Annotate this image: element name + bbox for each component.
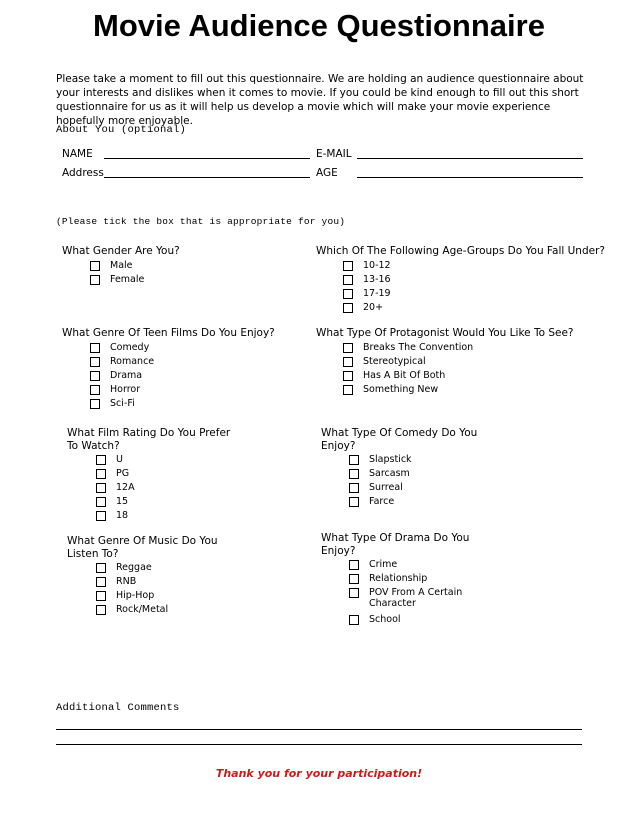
checkbox[interactable] — [349, 588, 359, 598]
option-crime[interactable]: Crime — [349, 559, 469, 573]
rating-options — [96, 454, 135, 524]
option-10-12[interactable]: 10-12 — [343, 260, 391, 274]
checkbox[interactable] — [96, 497, 106, 507]
checkbox[interactable] — [96, 591, 106, 601]
checkbox[interactable] — [349, 497, 359, 507]
question-comedy-line1: What Type Of Comedy Do You — [321, 427, 478, 439]
protagonist-options — [343, 342, 473, 398]
checkbox[interactable] — [343, 261, 353, 271]
option-male[interactable]: Male — [90, 260, 144, 274]
tick-instruction: (Please tick the box that is appropriate for you) — [56, 216, 346, 227]
option-12a[interactable]: 12A — [96, 482, 135, 496]
comments-heading: Additional Comments — [56, 702, 180, 714]
option-romance[interactable]: Romance — [90, 356, 154, 370]
name-field[interactable] — [104, 158, 310, 159]
comments-line-1[interactable] — [56, 729, 582, 730]
address-field[interactable] — [104, 177, 310, 178]
option-sarcasm[interactable]: Sarcasm — [349, 468, 412, 482]
question-drama — [321, 532, 469, 558]
option-15[interactable]: 15 — [96, 496, 135, 510]
question-music-line2: Listen To? — [67, 548, 119, 560]
checkbox[interactable] — [96, 563, 106, 573]
name-label: NAME — [62, 148, 93, 160]
checkbox[interactable] — [90, 371, 100, 381]
option-breaks-convention[interactable]: Breaks The Convention — [343, 342, 473, 356]
email-field[interactable] — [357, 158, 583, 159]
gender-options — [90, 260, 144, 288]
option-rnb[interactable]: RNB — [96, 576, 168, 590]
checkbox[interactable] — [90, 343, 100, 353]
option-stereotypical[interactable]: Stereotypical — [343, 356, 473, 370]
checkbox[interactable] — [349, 455, 359, 465]
about-heading: About You (optional) — [56, 124, 187, 136]
option-horror[interactable]: Horror — [90, 384, 154, 398]
option-farce[interactable]: Farce — [349, 496, 412, 510]
checkbox[interactable] — [343, 343, 353, 353]
checkbox[interactable] — [349, 615, 359, 625]
question-drama-line1: What Type Of Drama Do You — [321, 532, 470, 544]
comments-line-2[interactable] — [56, 744, 582, 745]
option-something-new[interactable]: Something New — [343, 384, 473, 398]
question-comedy-line2: Enjoy? — [321, 440, 356, 452]
checkbox[interactable] — [349, 469, 359, 479]
option-slapstick[interactable]: Slapstick — [349, 454, 412, 468]
checkbox[interactable] — [96, 455, 106, 465]
question-gender: What Gender Are You? — [62, 245, 180, 257]
question-age-group: Which Of The Following Age-Groups Do You Fall Under? — [316, 245, 605, 257]
option-drama[interactable]: Drama — [90, 370, 154, 384]
checkbox[interactable] — [96, 605, 106, 615]
checkbox[interactable] — [90, 357, 100, 367]
option-rock-metal[interactable]: Rock/Metal — [96, 604, 168, 618]
option-pov-character[interactable]: POV From A Certain Character — [349, 587, 469, 614]
question-protagonist: What Type Of Protagonist Would You Like To See? — [316, 327, 574, 339]
age-label: AGE — [316, 167, 338, 179]
option-school[interactable]: School — [349, 614, 469, 628]
checkbox[interactable] — [343, 385, 353, 395]
option-comedy[interactable]: Comedy — [90, 342, 154, 356]
question-drama-line2: Enjoy? — [321, 545, 356, 557]
option-female[interactable]: Female — [90, 274, 144, 288]
option-surreal[interactable]: Surreal — [349, 482, 412, 496]
intro-paragraph: Please take a moment to fill out this questionnaire. We are holding an audience questionnaire about your interests and dislikes when it comes to movie. If you could be kind enough to fill out this short questionnaire for us as it will help us develop a movie which will make your movie experience hopefully more enjoyable. — [56, 73, 584, 127]
question-music — [67, 535, 218, 561]
checkbox[interactable] — [96, 483, 106, 493]
question-music-line1: What Genre Of Music Do You — [67, 535, 218, 547]
question-rating — [67, 427, 230, 453]
option-hip-hop[interactable]: Hip-Hop — [96, 590, 168, 604]
checkbox[interactable] — [343, 275, 353, 285]
checkbox[interactable] — [343, 303, 353, 313]
option-sci-fi[interactable]: Sci-Fi — [90, 398, 154, 412]
question-rating-line2: To Watch? — [67, 440, 120, 452]
checkbox[interactable] — [343, 371, 353, 381]
checkbox[interactable] — [90, 275, 100, 285]
checkbox[interactable] — [90, 399, 100, 409]
question-genre: What Genre Of Teen Films Do You Enjoy? — [62, 327, 275, 339]
checkbox[interactable] — [343, 357, 353, 367]
option-relationship[interactable]: Relationship — [349, 573, 469, 587]
drama-options — [349, 559, 469, 628]
option-pg[interactable]: PG — [96, 468, 135, 482]
email-label: E-MAIL — [316, 148, 352, 160]
question-comedy — [321, 427, 477, 453]
option-20-plus[interactable]: 20+ — [343, 302, 391, 316]
checkbox[interactable] — [96, 511, 106, 521]
option-bit-of-both[interactable]: Has A Bit Of Both — [343, 370, 473, 384]
option-reggae[interactable]: Reggae — [96, 562, 168, 576]
question-rating-line1: What Film Rating Do You Prefer — [67, 427, 231, 439]
option-u[interactable]: U — [96, 454, 135, 468]
checkbox[interactable] — [349, 483, 359, 493]
checkbox[interactable] — [349, 560, 359, 570]
music-options — [96, 562, 168, 618]
age-field[interactable] — [357, 177, 583, 178]
checkbox[interactable] — [349, 574, 359, 584]
checkbox[interactable] — [96, 469, 106, 479]
thanks-message: Thank you for your participation! — [215, 767, 423, 780]
checkbox[interactable] — [96, 577, 106, 587]
checkbox[interactable] — [90, 261, 100, 271]
page-title: Movie Audience Questionnaire — [93, 8, 545, 43]
option-17-19[interactable]: 17-19 — [343, 288, 391, 302]
address-label: Address — [62, 167, 104, 179]
checkbox[interactable] — [343, 289, 353, 299]
checkbox[interactable] — [90, 385, 100, 395]
age-group-options — [343, 260, 391, 316]
option-13-16[interactable]: 13-16 — [343, 274, 391, 288]
comedy-options — [349, 454, 412, 510]
genre-options — [90, 342, 154, 412]
option-18[interactable]: 18 — [96, 510, 135, 524]
